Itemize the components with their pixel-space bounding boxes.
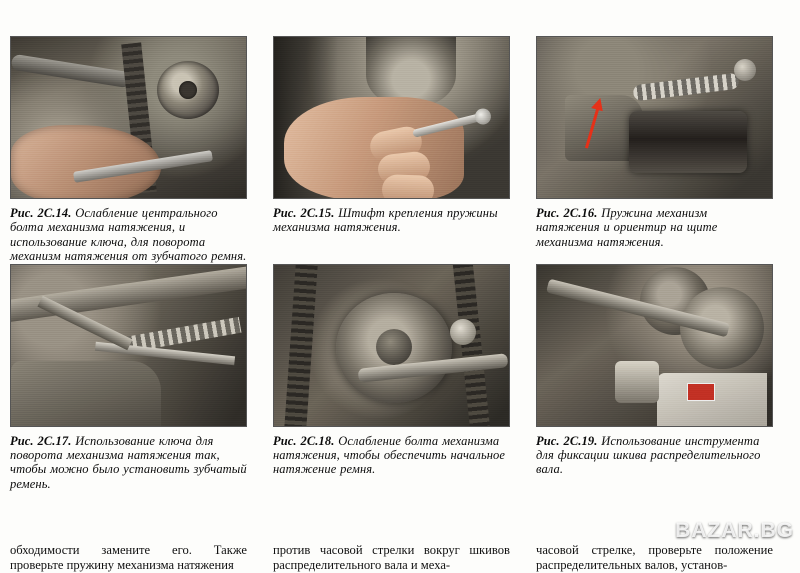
body-paragraph: обходимости замените его. Также проверьте пружину механизма натяжения xyxy=(10,543,247,572)
figure-caption-text: Использование инструмента для фиксации шкива распределительного вала. xyxy=(536,433,761,477)
figure-caption xyxy=(10,206,247,264)
figure-caption xyxy=(536,434,773,477)
watermark-label: BAZAR.BG xyxy=(675,519,794,542)
body-paragraph: против часовой стрелки вокруг шкивов распределительного вала и меха- xyxy=(273,543,510,572)
photo-spring-mounting-pin xyxy=(273,36,510,199)
figure-number: Рис. 2C.19. xyxy=(536,433,598,448)
body-paragraph: часовой стрелке, проверьте положение распределительных валов, установ- xyxy=(536,543,773,572)
body-column-left xyxy=(10,543,247,573)
figure-2c19 xyxy=(536,264,773,492)
figure-2c16 xyxy=(536,36,773,264)
figure-number: Рис. 2C.18. xyxy=(273,433,335,448)
body-text-columns xyxy=(10,543,790,573)
figure-number: Рис. 2C.17. xyxy=(10,433,72,448)
photo-camshaft-pulley-holding-tool xyxy=(536,264,773,427)
figure-caption-text: Использование ключа для поворота механизма натяжения так, чтобы можно было установить зубчатый ремень. xyxy=(10,433,247,491)
figure-2c17 xyxy=(10,264,247,492)
figure-caption-text: Пружина механизм натяжения и ориентир на щите механизма натяжения. xyxy=(536,206,718,249)
figure-caption-text: Штифт крепления пружины механизма натяжения. xyxy=(273,206,498,235)
figure-caption xyxy=(273,434,510,477)
figure-2c18 xyxy=(273,264,510,492)
photo-tensioner-spring-and-mark xyxy=(536,36,773,199)
figure-number: Рис. 2C.15. xyxy=(273,206,335,220)
figure-2c14 xyxy=(10,36,247,264)
figure-2c15 xyxy=(273,36,510,264)
photo-wrench-turning-tensioner xyxy=(10,264,247,427)
figure-caption-text: Ослабление болта механизма натяжения, чтобы обеспечить начальное натяжение ремня. xyxy=(273,433,506,477)
figure-grid xyxy=(10,36,790,491)
figure-caption xyxy=(10,434,247,492)
figure-caption-text: Ослабление центрального болта механизма натяжения, и использование ключа, для поворота механизм натяжения от зубчатого ремня. xyxy=(10,206,247,264)
figure-number: Рис. 2C.14. xyxy=(10,206,72,220)
body-column-right xyxy=(536,543,773,573)
photo-loosening-central-bolt xyxy=(10,36,247,199)
figure-caption xyxy=(273,206,510,235)
figure-number: Рис. 2C.16. xyxy=(536,206,598,220)
body-column-middle xyxy=(273,543,510,573)
figure-caption xyxy=(536,206,773,249)
photo-loosening-tensioner-bolt xyxy=(273,264,510,427)
